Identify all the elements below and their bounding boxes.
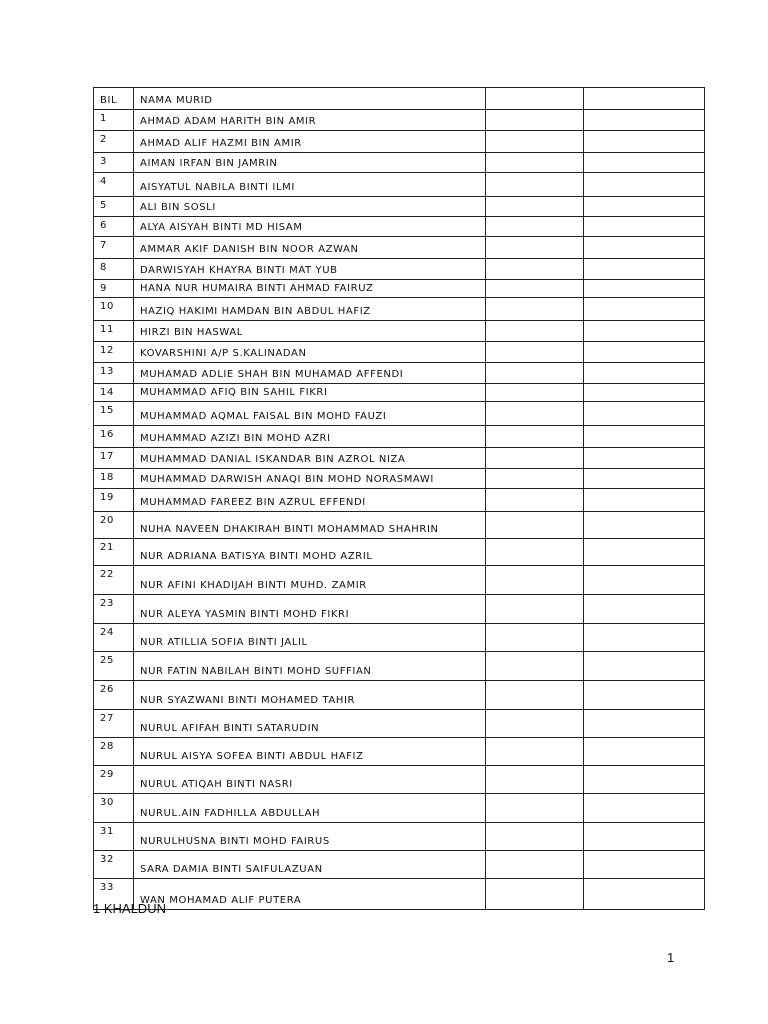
blank-cell [486, 384, 584, 402]
student-name: AHMAD ADAM HARITH BIN AMIR [134, 110, 486, 131]
table-row [94, 217, 705, 237]
blank-cell [486, 489, 584, 512]
blank-cell [584, 879, 705, 910]
blank-cell [486, 469, 584, 489]
row-number: 30 [94, 794, 134, 823]
blank-cell [584, 321, 705, 342]
row-number: 31 [94, 823, 134, 851]
row-number: 1 [94, 110, 134, 131]
blank-cell [486, 321, 584, 342]
student-name: NUR SYAZWANI BINTI MOHAMED TAHIR [134, 681, 486, 710]
row-number: 17 [94, 448, 134, 469]
blank-cell [486, 448, 584, 469]
blank-cell [584, 448, 705, 469]
table-row [94, 153, 705, 173]
blank-cell [584, 595, 705, 624]
blank-cell [584, 342, 705, 363]
blank-cell [486, 298, 584, 321]
blank-cell [584, 131, 705, 153]
row-number: 15 [94, 402, 134, 426]
student-name: MUHAMMAD AZIZI BIN MOHD AZRI [134, 426, 486, 448]
blank-cell [486, 426, 584, 448]
student-name: AMMAR AKIF DANISH BIN NOOR AZWAN [134, 237, 486, 259]
table-row [94, 342, 705, 363]
row-number: 9 [94, 280, 134, 298]
student-list-table [93, 87, 705, 910]
row-number: 5 [94, 197, 134, 217]
row-number: 3 [94, 153, 134, 173]
table-row [94, 402, 705, 426]
row-number: 20 [94, 512, 134, 539]
table-row [94, 851, 705, 879]
header-blank-2 [584, 88, 705, 110]
student-name: NURUL ATIQAH BINTI NASRI [134, 766, 486, 794]
blank-cell [584, 624, 705, 652]
table-row [94, 259, 705, 280]
blank-cell [486, 280, 584, 298]
student-name: MUHAMMAD AQMAL FAISAL BIN MOHD FAUZI [134, 402, 486, 426]
student-name: DARWISYAH KHAYRA BINTI MAT YUB [134, 259, 486, 280]
blank-cell [486, 595, 584, 624]
blank-cell [584, 851, 705, 879]
blank-cell [584, 823, 705, 851]
row-number: 33 [94, 879, 134, 910]
student-name: AISYATUL NABILA BINTI ILMI [134, 173, 486, 197]
row-number: 23 [94, 595, 134, 624]
table-row [94, 197, 705, 217]
student-name: HAZIQ HAKIMI HAMDAN BIN ABDUL HAFIZ [134, 298, 486, 321]
blank-cell [584, 426, 705, 448]
table-row [94, 363, 705, 384]
blank-cell [486, 766, 584, 794]
blank-cell [584, 652, 705, 681]
student-name: KOVARSHINI A/P S.KALINADAN [134, 342, 486, 363]
table-row [94, 566, 705, 595]
row-number: 24 [94, 624, 134, 652]
student-name: MUHAMMAD DANIAL ISKANDAR BIN AZROL NIZA [134, 448, 486, 469]
blank-cell [486, 217, 584, 237]
blank-cell [584, 384, 705, 402]
blank-cell [584, 539, 705, 566]
blank-cell [486, 402, 584, 426]
row-number: 4 [94, 173, 134, 197]
blank-cell [486, 539, 584, 566]
table-row [94, 469, 705, 489]
header-bil: BIL [94, 88, 134, 110]
blank-cell [486, 131, 584, 153]
class-label: 1 KHALDUN [93, 901, 166, 916]
table-row [94, 237, 705, 259]
table-body [94, 110, 705, 910]
row-number: 8 [94, 259, 134, 280]
table-row [94, 321, 705, 342]
row-number: 21 [94, 539, 134, 566]
table-row [94, 489, 705, 512]
blank-cell [486, 681, 584, 710]
blank-cell [584, 110, 705, 131]
blank-cell [584, 363, 705, 384]
table-row [94, 298, 705, 321]
student-name: SARA DAMIA BINTI SAIFULAZUAN [134, 851, 486, 879]
blank-cell [486, 851, 584, 879]
blank-cell [584, 469, 705, 489]
row-number: 25 [94, 652, 134, 681]
student-name: NURULHUSNA BINTI MOHD FAIRUS [134, 823, 486, 851]
student-name: AIMAN IRFAN BIN JAMRIN [134, 153, 486, 173]
table-row [94, 110, 705, 131]
row-number: 6 [94, 217, 134, 237]
blank-cell [486, 197, 584, 217]
student-name: NURUL.AIN FADHILLA ABDULLAH [134, 794, 486, 823]
table-row [94, 624, 705, 652]
blank-cell [486, 794, 584, 823]
table-header-row [94, 88, 705, 110]
blank-cell [486, 237, 584, 259]
student-name: NUR ADRIANA BATISYA BINTI MOHD AZRIL [134, 539, 486, 566]
row-number: 18 [94, 469, 134, 489]
student-name: WAN MOHAMAD ALIF PUTERA [134, 879, 486, 910]
student-name: MUHAMAD ADLIE SHAH BIN MUHAMAD AFFENDI [134, 363, 486, 384]
blank-cell [584, 738, 705, 766]
row-number: 22 [94, 566, 134, 595]
blank-cell [584, 217, 705, 237]
student-name: HIRZI BIN HASWAL [134, 321, 486, 342]
table-row [94, 448, 705, 469]
blank-cell [486, 823, 584, 851]
table-row [94, 794, 705, 823]
student-name: NUR FATIN NABILAH BINTI MOHD SUFFIAN [134, 652, 486, 681]
student-name: NUR ATILLIA SOFIA BINTI JALIL [134, 624, 486, 652]
blank-cell [584, 237, 705, 259]
table-row [94, 823, 705, 851]
student-name: HANA NUR HUMAIRA BINTI AHMAD FAIRUZ [134, 280, 486, 298]
table-row [94, 595, 705, 624]
table-row [94, 879, 705, 910]
blank-cell [486, 624, 584, 652]
row-number: 2 [94, 131, 134, 153]
blank-cell [584, 259, 705, 280]
blank-cell [584, 197, 705, 217]
row-number: 26 [94, 681, 134, 710]
blank-cell [584, 681, 705, 710]
row-number: 12 [94, 342, 134, 363]
table-row [94, 738, 705, 766]
row-number: 10 [94, 298, 134, 321]
header-blank-1 [486, 88, 584, 110]
blank-cell [486, 879, 584, 910]
page-number: 1 [667, 950, 675, 965]
student-name: AHMAD ALIF HAZMI BIN AMIR [134, 131, 486, 153]
blank-cell [584, 766, 705, 794]
student-name: MUHAMMAD DARWISH ANAQI BIN MOHD NORASMAWI [134, 469, 486, 489]
row-number: 27 [94, 710, 134, 738]
blank-cell [584, 566, 705, 595]
row-number: 7 [94, 237, 134, 259]
student-name: ALYA AISYAH BINTI MD HISAM [134, 217, 486, 237]
table-row [94, 426, 705, 448]
student-name: NUHA NAVEEN DHAKIRAH BINTI MOHAMMAD SHAHRIN [134, 512, 486, 539]
blank-cell [486, 110, 584, 131]
header-nama-murid: NAMA MURID [134, 88, 486, 110]
row-number: 19 [94, 489, 134, 512]
blank-cell [584, 489, 705, 512]
student-name: NUR ALEYA YASMIN BINTI MOHD FIKRI [134, 595, 486, 624]
blank-cell [584, 402, 705, 426]
blank-cell [584, 794, 705, 823]
blank-cell [486, 173, 584, 197]
blank-cell [486, 363, 584, 384]
student-name: ALI BIN SOSLI [134, 197, 486, 217]
table-row [94, 173, 705, 197]
blank-cell [584, 280, 705, 298]
row-number: 32 [94, 851, 134, 879]
row-number: 28 [94, 738, 134, 766]
table-row [94, 766, 705, 794]
table-row [94, 652, 705, 681]
row-number: 11 [94, 321, 134, 342]
blank-cell [486, 342, 584, 363]
blank-cell [486, 652, 584, 681]
student-name: NURUL AFIFAH BINTI SATARUDIN [134, 710, 486, 738]
row-number: 13 [94, 363, 134, 384]
blank-cell [486, 710, 584, 738]
table-row [94, 131, 705, 153]
student-name: NURUL AISYA SOFEA BINTI ABDUL HAFIZ [134, 738, 486, 766]
table-row [94, 539, 705, 566]
table-row [94, 681, 705, 710]
blank-cell [486, 259, 584, 280]
blank-cell [584, 153, 705, 173]
blank-cell [486, 566, 584, 595]
blank-cell [584, 298, 705, 321]
student-name: MUHAMMAD AFIQ BIN SAHIL FIKRI [134, 384, 486, 402]
table-row [94, 384, 705, 402]
row-number: 14 [94, 384, 134, 402]
blank-cell [486, 512, 584, 539]
blank-cell [584, 512, 705, 539]
blank-cell [486, 738, 584, 766]
blank-cell [584, 173, 705, 197]
table-row [94, 512, 705, 539]
row-number: 16 [94, 426, 134, 448]
table-row [94, 710, 705, 738]
student-name: NUR AFINI KHADIJAH BINTI MUHD. ZAMIR [134, 566, 486, 595]
table-row [94, 280, 705, 298]
blank-cell [584, 710, 705, 738]
row-number: 29 [94, 766, 134, 794]
blank-cell [486, 153, 584, 173]
student-name: MUHAMMAD FAREEZ BIN AZRUL EFFENDI [134, 489, 486, 512]
